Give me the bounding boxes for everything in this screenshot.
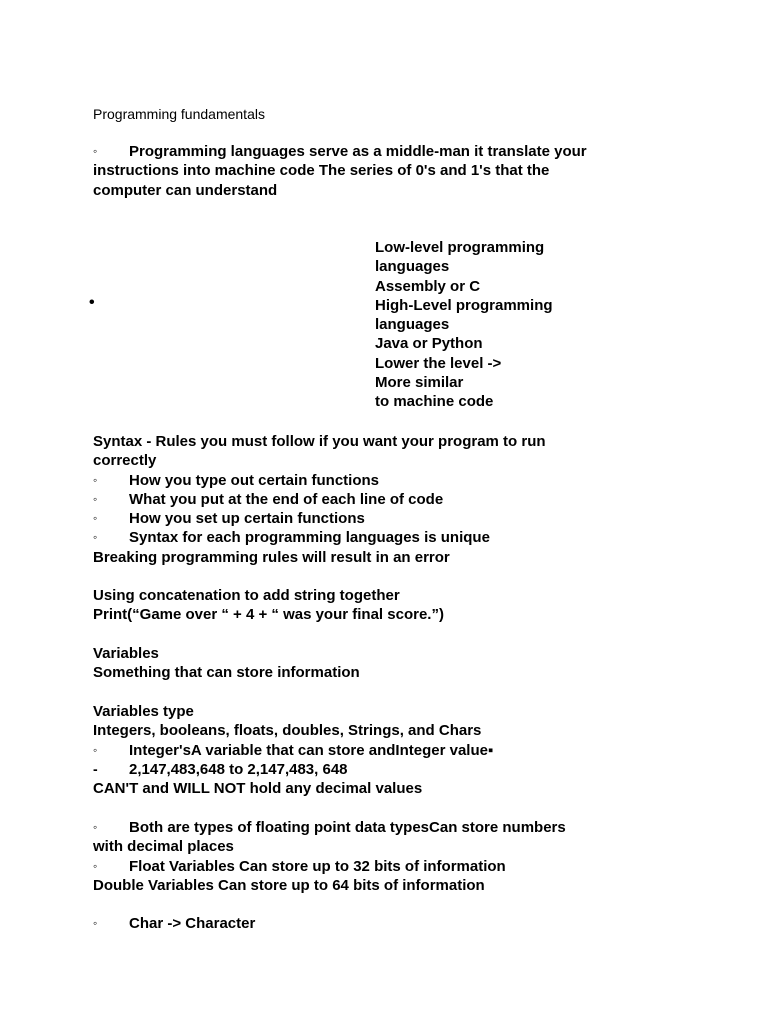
syntax-heading-2: correctly — [93, 452, 157, 470]
concat-line-1: Using concatenation to add string together — [93, 587, 400, 604]
dash-bullet-icon: - — [93, 760, 98, 777]
types-list: Integers, booleans, floats, doubles, Strings, and Chars — [93, 722, 482, 740]
levels-line: High-Level programming — [375, 296, 553, 314]
levels-line: Java or Python — [375, 335, 483, 353]
circle-bullet-icon: ◦ — [93, 916, 98, 930]
types-section — [93, 702, 693, 798]
syntax-heading-1: Syntax - Rules you must follow if you want your program to run — [93, 433, 546, 450]
intro-line-2: instructions into machine code The series of 0's and 1's that the — [93, 162, 550, 180]
no-decimal-note: CAN'T and WILL NOT hold any decimal values — [93, 780, 423, 798]
concat-section — [93, 586, 693, 625]
floating-item-2: ◦ Float Variables Can store up to 32 bits of information — [93, 857, 506, 875]
circle-bullet-icon: ◦ — [93, 491, 98, 506]
levels-line: Lower the level -> — [375, 354, 502, 372]
types-heading: Variables type — [93, 703, 194, 720]
levels-line: to machine code — [375, 393, 494, 411]
syntax-item: ◦ How you type out certain functions — [93, 471, 380, 489]
syntax-item: ◦ How you set up certain functions — [93, 510, 365, 528]
double-note: Double Variables Can store up to 64 bits of information — [93, 876, 485, 894]
circle-bullet-icon: ◦ — [93, 742, 98, 757]
variables-section — [93, 644, 693, 683]
floating-item-1-cont: with decimal places — [93, 838, 234, 856]
variables-heading: Variables — [93, 645, 159, 662]
levels-line: Low-level programming — [375, 239, 545, 256]
range-item: - 2,147,483,648 to 2,147,483, 648 — [93, 760, 348, 778]
levels-column — [375, 238, 553, 412]
levels-line: languages — [375, 258, 450, 276]
floating-item-1: ◦ Both are types of floating point data typesCan store numbers — [93, 819, 566, 836]
circle-bullet-icon: ◦ — [93, 472, 98, 487]
circle-bullet-icon: ◦ — [93, 530, 98, 545]
dot-bullet-icon: • — [89, 294, 95, 311]
floating-section — [93, 818, 693, 895]
concat-code-line: Print(“Game over “ + 4 + “ was your final score.”) — [93, 606, 444, 624]
char-item: ◦ Char -> Character — [93, 915, 256, 932]
circle-bullet-icon: ◦ — [93, 820, 98, 834]
intro-block — [93, 142, 693, 200]
syntax-item: ◦ Syntax for each programming languages is unique — [93, 529, 490, 547]
integer-item: ◦ Integer'sA variable that can store andInteger value▪ — [93, 741, 494, 759]
variables-desc: Something that can store information — [93, 664, 360, 682]
circle-bullet-icon: ◦ — [93, 858, 98, 873]
circle-bullet-icon: ◦ — [93, 511, 98, 526]
syntax-item: ◦ What you put at the end of each line of code — [93, 490, 444, 508]
levels-line: More similar — [375, 374, 464, 392]
page-title: Programming fundamentals — [93, 106, 265, 122]
levels-line: languages — [375, 316, 450, 334]
char-section — [93, 914, 693, 933]
syntax-section — [93, 432, 693, 567]
intro-line-3: computer can understand — [93, 181, 278, 199]
intro-line-1: ◦ Programming languages serve as a middle-man it translate your — [93, 143, 587, 160]
circle-bullet-icon: ◦ — [93, 144, 98, 158]
syntax-note: Breaking programming rules will result in an error — [93, 548, 450, 566]
levels-line: Assembly or C — [375, 277, 481, 295]
